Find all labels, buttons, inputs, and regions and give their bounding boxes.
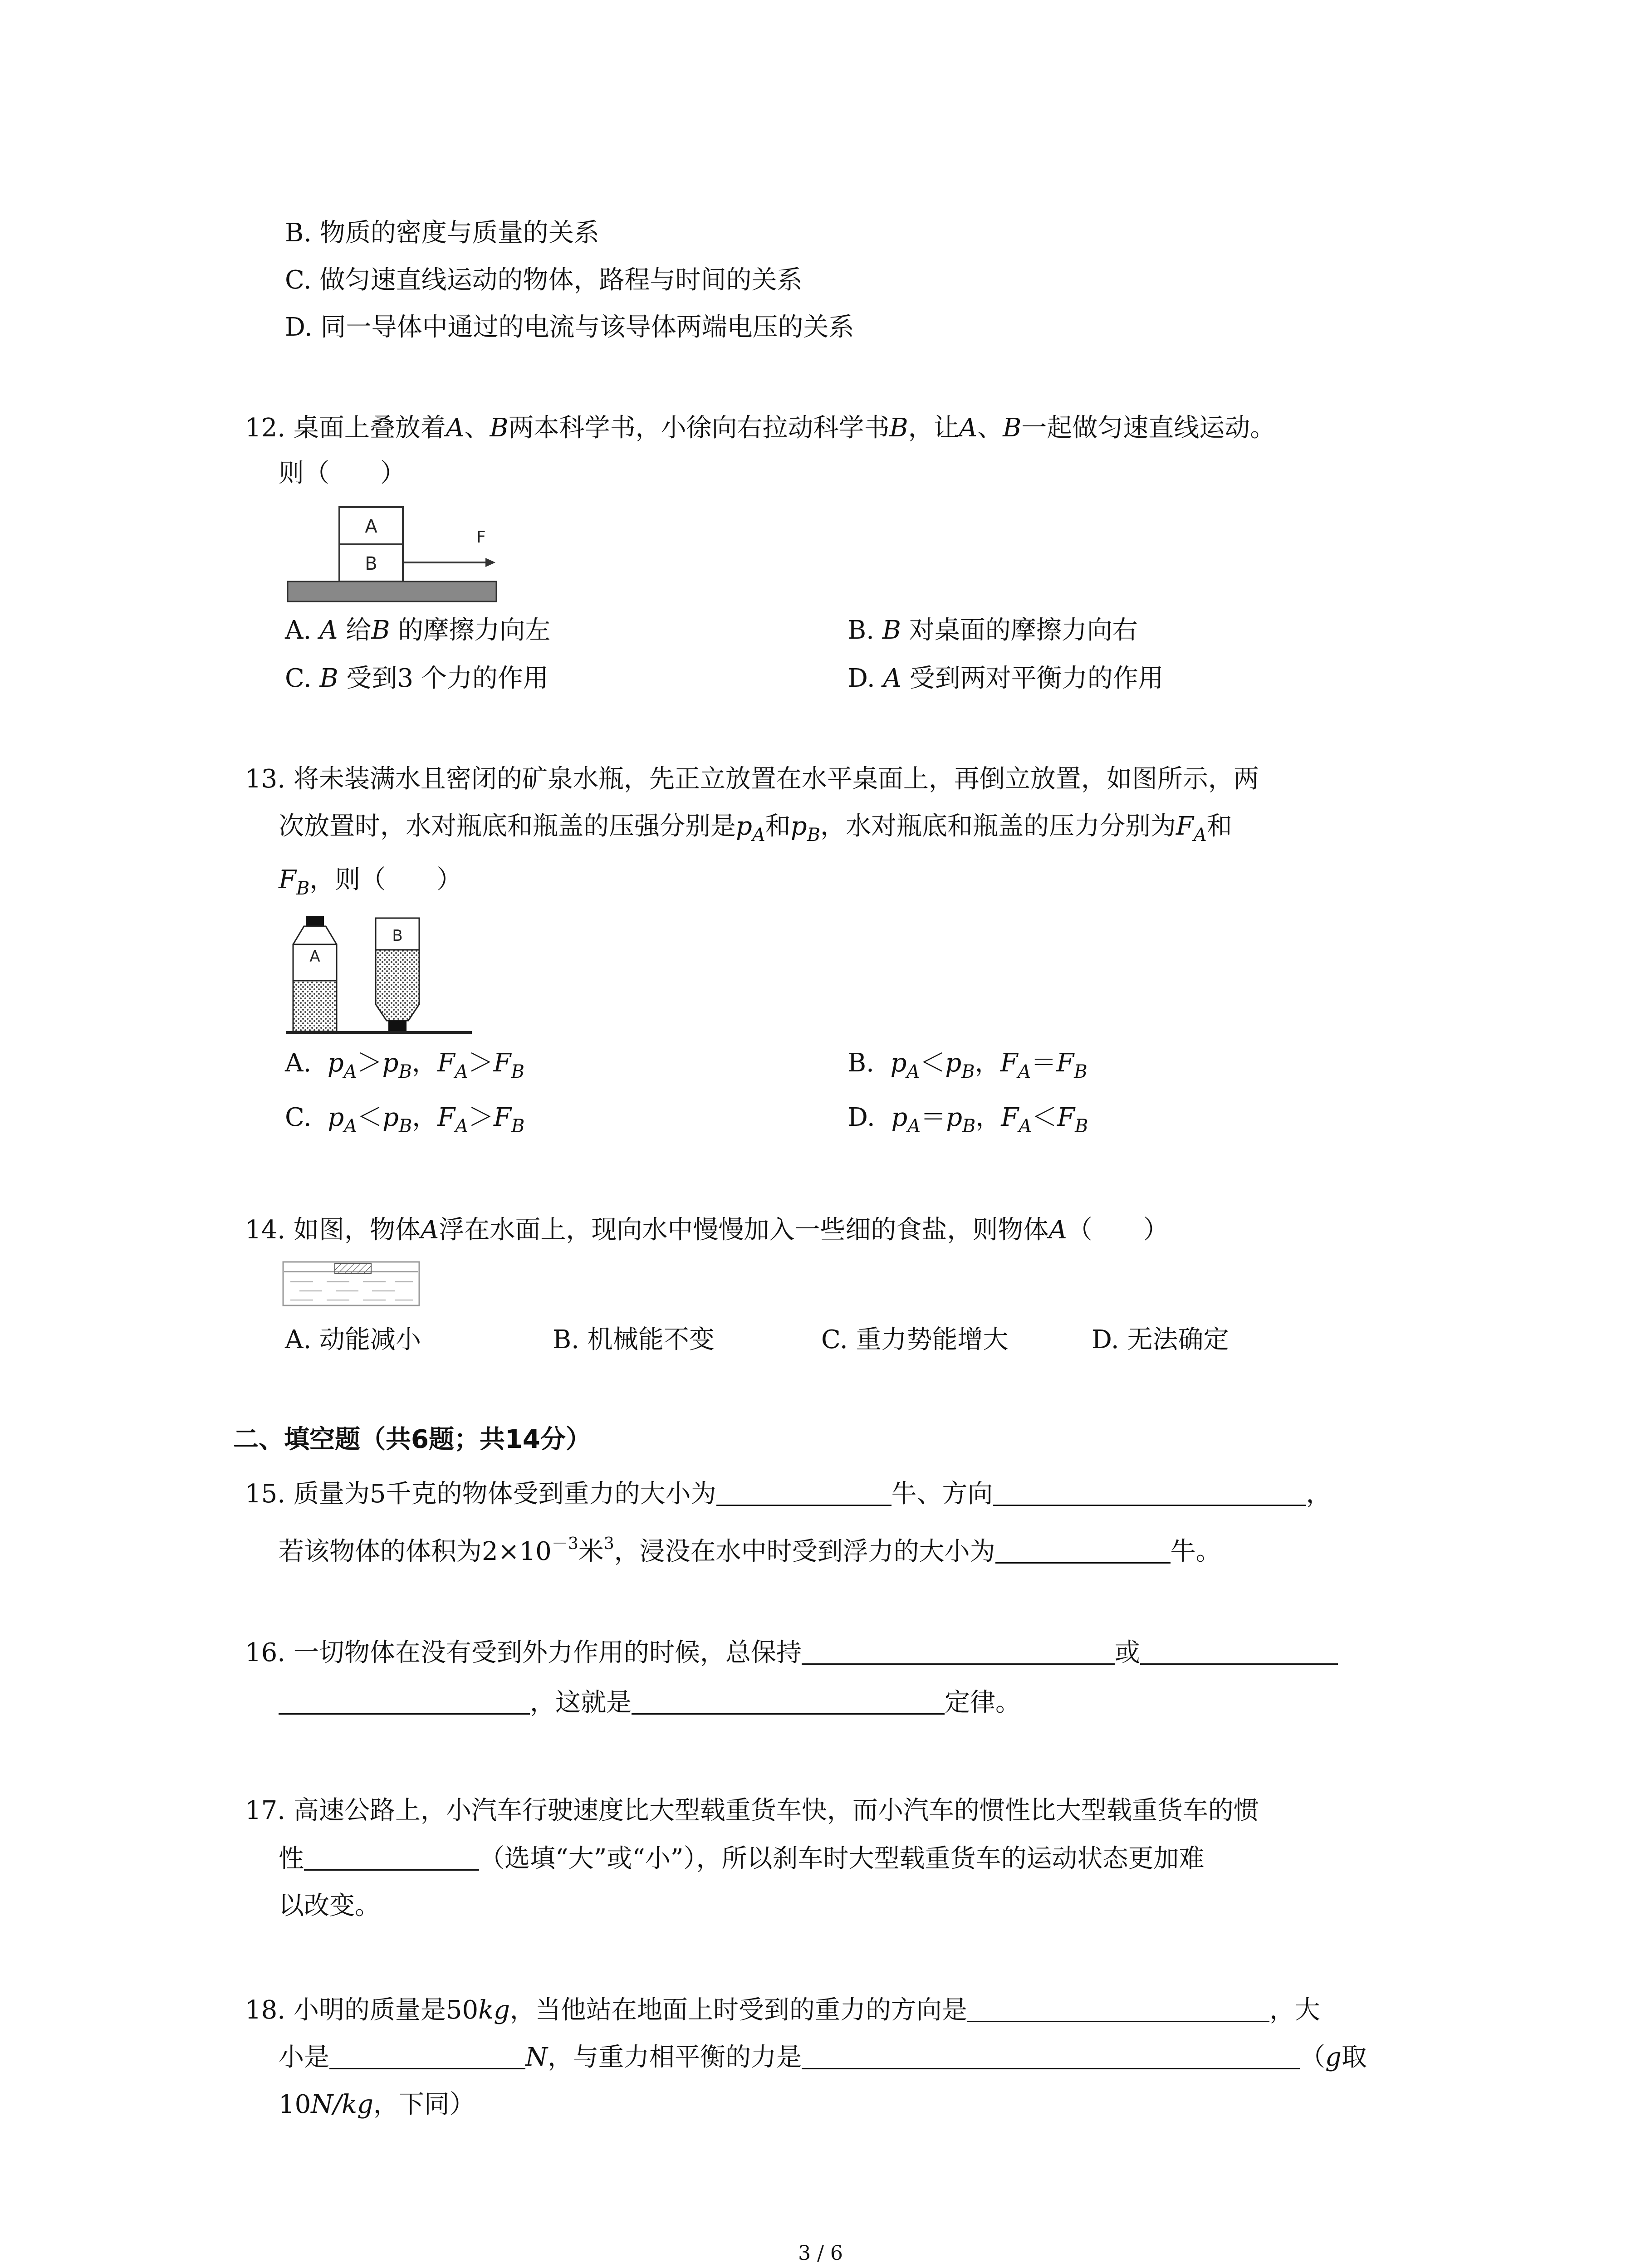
q18-line3: 10N/kg，下同） [279, 2090, 475, 2119]
q14-option-d: D. 无法确定 [1092, 1325, 1229, 1354]
page-number: 3 / 6 [798, 2242, 843, 2265]
q16-line2: ，这就是 定律。 [279, 1686, 1021, 1719]
force-arrowhead [485, 558, 495, 567]
q13-option-c: C. $p_A<p_B$，$F_A>F_B$ [285, 1103, 525, 1137]
q15-blank-direction[interactable] [993, 1481, 1306, 1506]
q16-blank-state1[interactable] [802, 1640, 1115, 1665]
q17-line3: 以改变。 [279, 1891, 380, 1921]
q15-line1: 15. 质量为5千克的物体受到重力的大小为 牛、方向 ， [245, 1479, 1332, 1509]
q15-blank-weight[interactable] [716, 1481, 892, 1506]
q12-option-c: C. B 受到3 个力的作用 [285, 664, 549, 693]
bottle-a-cap [306, 916, 324, 926]
q14-option-b: B. 机械能不变 [553, 1325, 715, 1354]
q17-blank-inertia[interactable] [304, 1846, 479, 1871]
q12-stem-line1: 12. 桌面上叠放着A、B两本科学书，小徐向右拉动科学书B，让A、B一起做匀速直线运动。 [245, 413, 1276, 443]
q11-option-b: B. 物质的密度与质量的关系 [285, 218, 599, 248]
section-title: 二、填空题（共6题；共14分） [233, 1425, 591, 1454]
q12-option-a: A. A 给B 的摩擦力向左 [285, 616, 551, 645]
q13-option-b: B. $p_A<p_B$，$F_A=F_B$ [847, 1048, 1087, 1082]
q17-line2: 性 （选填“大”或“小”），所以刹车时大型载重货车的运动状态更加难 [279, 1844, 1205, 1873]
bottle-b-cap [388, 1021, 407, 1031]
q12-option-d: D. A 受到两对平衡力的作用 [847, 664, 1164, 693]
q13-option-d: D. $p_A=p_B$，$F_A<F_B$ [847, 1103, 1088, 1137]
q12-stem-line2: 则（ ） [279, 459, 406, 488]
q12-option-b: B. B 对桌面的摩擦力向右 [847, 616, 1138, 645]
q18-blank-balancing-force[interactable] [802, 2044, 1300, 2069]
q13-option-a: A. $p_A>p_B$，$F_A>F_B$ [285, 1048, 524, 1082]
q14-figure-floating-object [281, 1259, 426, 1309]
q14-stem: 14. 如图，物体A浮在水面上，现向水中慢慢加入一些细的食盐，则物体A（ ） [245, 1215, 1169, 1245]
q14-option-a: A. 动能减小 [285, 1325, 421, 1354]
q16-blank-state2a[interactable] [1140, 1640, 1338, 1665]
q18-line1: 18. 小明的质量是50kg，当他站在地面上时受到的重力的方向是 ，大 [245, 1995, 1320, 2025]
bottle-b-water [376, 950, 419, 1021]
q16-blank-law[interactable] [632, 1690, 945, 1715]
q18-blank-magnitude[interactable] [329, 2044, 525, 2069]
q14-option-c: C. 重力势能增大 [821, 1325, 1009, 1354]
q12-figure-stacked-books [286, 504, 504, 609]
q13-stem-line2: 次放置时，水对瓶底和瓶盖的压强分别是$p_A$和$p_B$，水对瓶底和瓶盖的压力分别为$F_A$和 [279, 811, 1232, 846]
q11-option-c: C. 做匀速直线运动的物体，路程与时间的关系 [285, 265, 803, 295]
q11-option-d: D. 同一导体中通过的电流与该导体两端电压的关系 [285, 313, 854, 342]
book-a-label: A [365, 516, 377, 537]
q15-line2: 若该物体的体积为$2\times 10^{-3}$米$^3$，浸没在水中时受到浮力的大小为 牛。 [279, 1535, 1221, 1566]
q17-line1: 17. 高速公路上，小汽车行驶速度比大型载重货车快，而小汽车的惯性比大型载重货车的惯 [245, 1796, 1259, 1825]
q13-stem-line1: 13. 将未装满水且密闭的矿泉水瓶，先正立放置在水平桌面上，再倒立放置，如图所示，两 [245, 764, 1259, 794]
table-surface [288, 582, 496, 601]
q15-blank-buoyancy[interactable] [995, 1539, 1171, 1564]
q13-figure-bottles [286, 915, 476, 1042]
bottle-a-label: A [309, 948, 320, 966]
q18-line2: 小是 N，与重力相平衡的力是 （g取 [279, 2043, 1367, 2072]
q16-line1: 16. 一切物体在没有受到外力作用的时候，总保持 或 [245, 1637, 1338, 1669]
force-label: F [476, 528, 486, 547]
q13-stem-line3: $F_B$，则（ ） [279, 865, 462, 899]
bottle-b-label: B [392, 927, 403, 945]
q16-blank-state2b[interactable] [279, 1690, 530, 1715]
book-b-label: B [365, 553, 377, 574]
bottle-a-water [293, 981, 337, 1031]
q18-blank-direction[interactable] [967, 1997, 1269, 2022]
